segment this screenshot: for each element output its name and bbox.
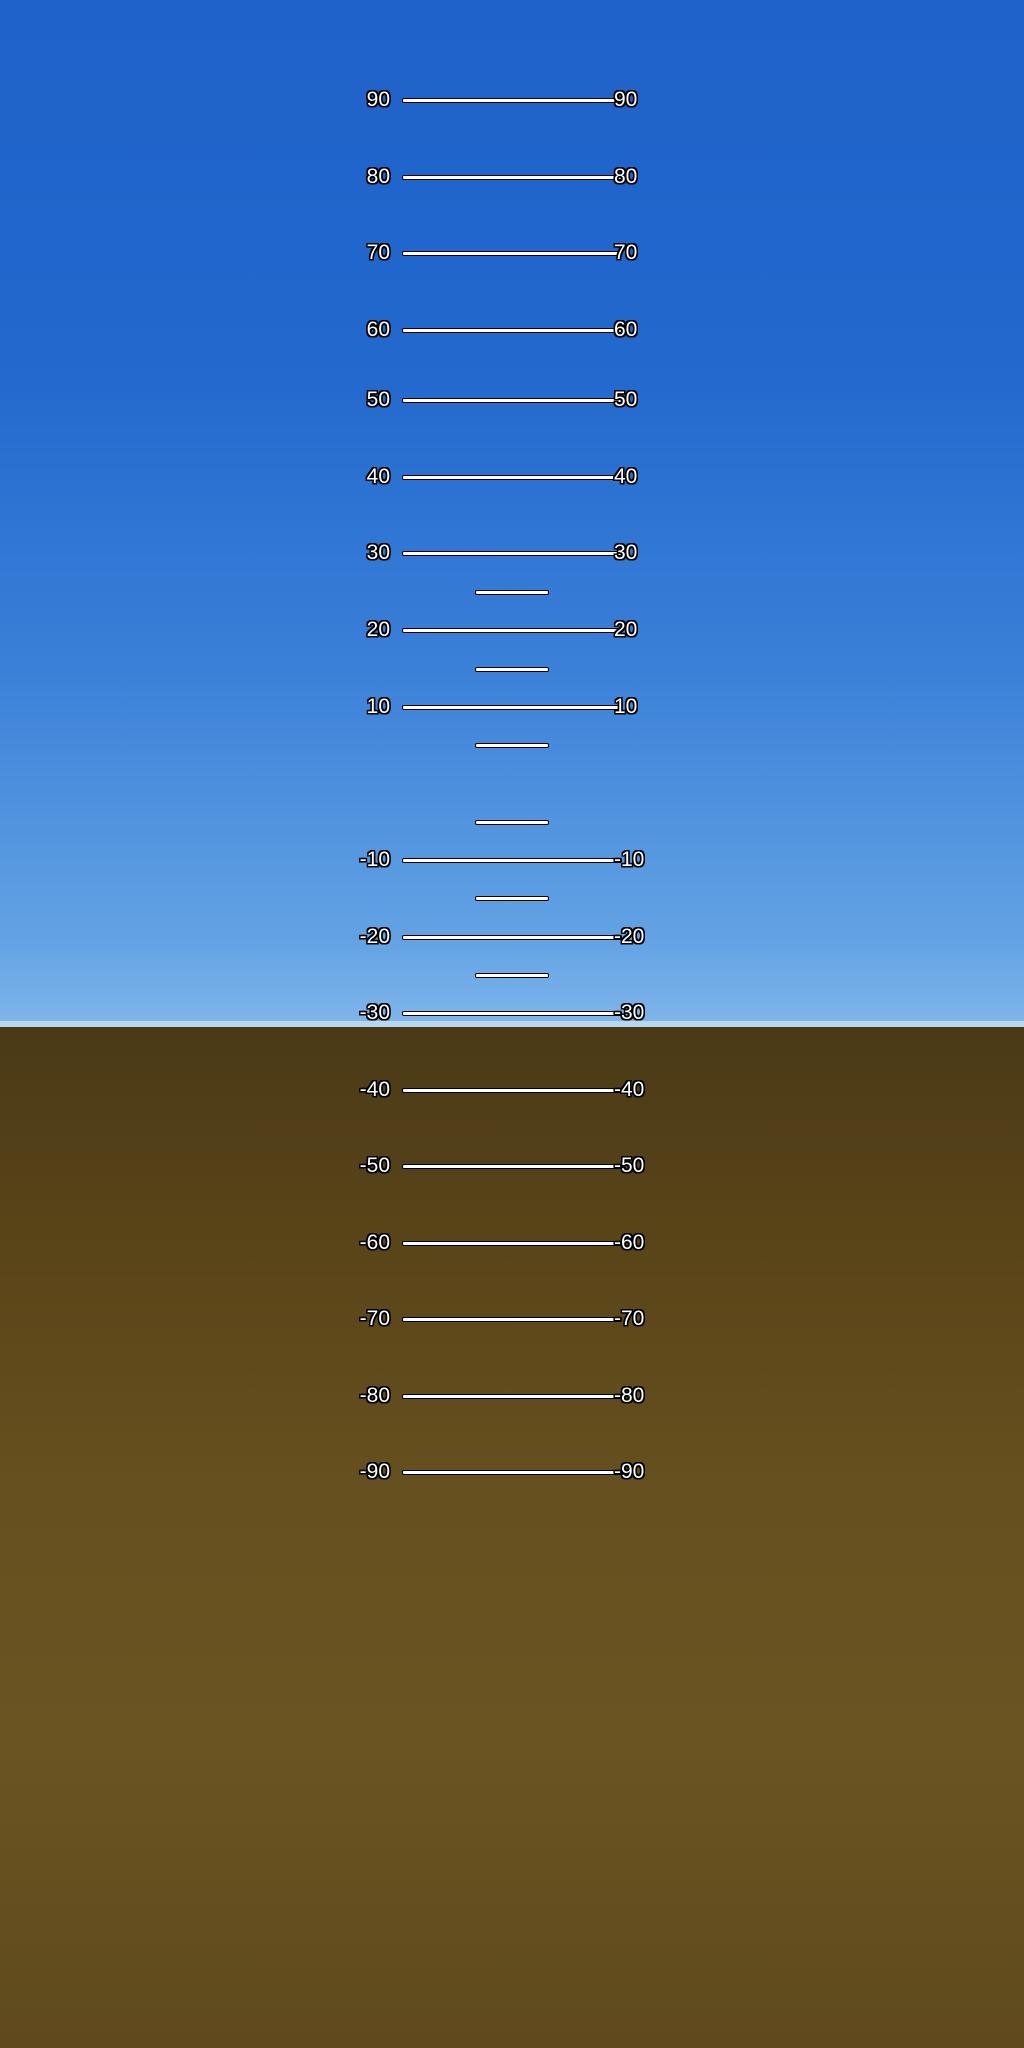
pitch-bar-major (402, 935, 622, 940)
pitch-bar-major (402, 328, 622, 333)
pitch-label-right: 30 (614, 541, 638, 564)
pitch-label-left: 70 (366, 241, 390, 264)
pitch-rung (0, 233, 1024, 273)
pitch-rung (0, 157, 1024, 197)
pitch-bar-major (402, 1470, 622, 1475)
pitch-label-left: -70 (359, 1307, 390, 1330)
pitch-bar-major (402, 175, 622, 180)
pitch-rung (0, 380, 1024, 420)
pitch-label-left: -90 (359, 1460, 390, 1483)
pitch-rung (0, 725, 1024, 765)
pitch-label-left: -50 (359, 1154, 390, 1177)
pitch-rung (0, 955, 1024, 995)
pitch-rung (0, 1376, 1024, 1416)
pitch-rung (0, 840, 1024, 880)
pitch-rung (0, 1223, 1024, 1263)
pitch-rung (0, 878, 1024, 918)
pitch-bar-major (402, 1394, 622, 1399)
pitch-bar-major (402, 1317, 622, 1322)
pitch-label-right: 90 (614, 88, 638, 111)
pitch-bar-major (402, 475, 622, 480)
pitch-label-left: 30 (366, 541, 390, 564)
pitch-bar-major (402, 551, 622, 556)
pitch-label-left: 80 (366, 165, 390, 188)
pitch-bar-minor (475, 667, 549, 672)
pitch-rung (0, 1070, 1024, 1110)
pitch-label-left: 10 (366, 695, 390, 718)
pitch-bar-major (402, 858, 622, 863)
pitch-rung (0, 1146, 1024, 1186)
pitch-label-left: -20 (359, 925, 390, 948)
pitch-label-right: 70 (614, 241, 638, 264)
pitch-label-right: 60 (614, 318, 638, 341)
pitch-bar-major (402, 705, 622, 710)
pitch-rung (0, 533, 1024, 573)
pitch-bar-major (402, 98, 622, 103)
pitch-bar-minor (475, 590, 549, 595)
pitch-label-left: 60 (366, 318, 390, 341)
pitch-bar-major (402, 398, 622, 403)
pitch-label-right: 50 (614, 388, 638, 411)
pitch-label-right: 20 (614, 618, 638, 641)
pitch-label-left: -60 (359, 1231, 390, 1254)
pitch-bar-major (402, 1164, 622, 1169)
pitch-rung (0, 802, 1024, 842)
pitch-label-left: -30 (359, 1001, 390, 1024)
pitch-bar-major (402, 1241, 622, 1246)
pitch-label-left: -10 (359, 848, 390, 871)
pitch-rung (0, 572, 1024, 612)
pitch-rung (0, 80, 1024, 120)
pitch-bar-major (402, 1011, 622, 1016)
pitch-label-left: -40 (359, 1078, 390, 1101)
pitch-label-right: -50 (614, 1154, 645, 1177)
pitch-label-left: 40 (366, 465, 390, 488)
pitch-rung (0, 1452, 1024, 1492)
pitch-bar-minor (475, 820, 549, 825)
pitch-label-right: -30 (614, 1001, 645, 1024)
pitch-rung (0, 310, 1024, 350)
pitch-rung (0, 917, 1024, 957)
pitch-rung (0, 649, 1024, 689)
pitch-bar-minor (475, 743, 549, 748)
pitch-rung (0, 687, 1024, 727)
pitch-label-left: 90 (366, 88, 390, 111)
pitch-bar-minor (475, 973, 549, 978)
pitch-label-right: 40 (614, 465, 638, 488)
pitch-label-left: 50 (366, 388, 390, 411)
pitch-bar-major (402, 1088, 622, 1093)
pitch-label-right: 80 (614, 165, 638, 188)
pitch-label-right: -40 (614, 1078, 645, 1101)
pitch-label-right: 10 (614, 695, 638, 718)
pitch-label-right: -80 (614, 1384, 645, 1407)
pitch-rung (0, 993, 1024, 1033)
pitch-label-right: -70 (614, 1307, 645, 1330)
pitch-rung (0, 1299, 1024, 1339)
pitch-label-right: -10 (614, 848, 645, 871)
pitch-label-right: -90 (614, 1460, 645, 1483)
pitch-label-left: -80 (359, 1384, 390, 1407)
pitch-label-left: 20 (366, 618, 390, 641)
pitch-label-right: -60 (614, 1231, 645, 1254)
pitch-label-right: -20 (614, 925, 645, 948)
pitch-bar-minor (475, 896, 549, 901)
pitch-rung (0, 457, 1024, 497)
pitch-bar-major (402, 628, 622, 633)
pitch-rung (0, 610, 1024, 650)
pitch-bar-major (402, 251, 622, 256)
